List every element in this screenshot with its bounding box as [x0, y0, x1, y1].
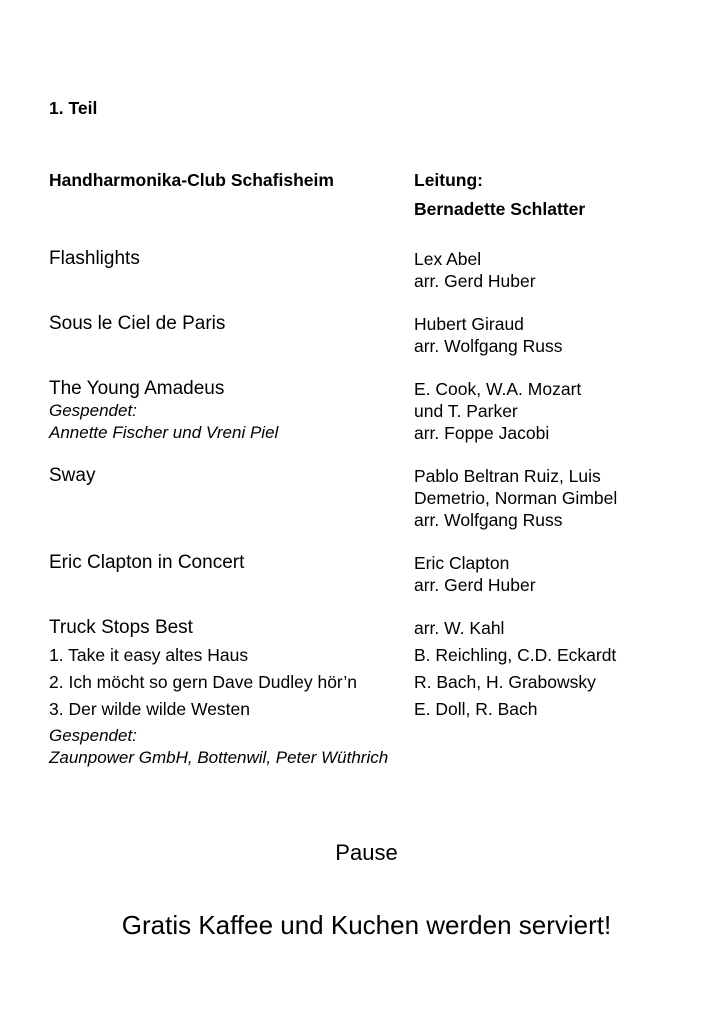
piece-arranger: arr. W. Kahl [414, 618, 505, 638]
medley-item-credit: E. Doll, R. Bach [414, 699, 538, 719]
pause-heading: Pause [335, 840, 398, 865]
piece-credit: Lex Abel [414, 249, 482, 269]
medley-item-title: 2. Ich möcht so gern Dave Dudley hör’n [49, 672, 358, 692]
piece-arranger: arr. Gerd Huber [414, 575, 536, 595]
footer-announcement: Gratis Kaffee und Kuchen werden serviert! [121, 910, 612, 940]
medley-item-title: 1. Take it easy altes Haus [49, 645, 249, 665]
piece-credit: E. Cook, W.A. Mozart [414, 379, 582, 399]
sponsor-name: Annette Fischer und Vreni Piel [49, 423, 279, 442]
piece-arranger: arr. Gerd Huber [414, 271, 536, 291]
piece-title: Sway [49, 465, 96, 486]
piece-credit: Demetrio, Norman Gimbel [414, 488, 618, 508]
piece-title: Sous le Ciel de Paris [49, 313, 226, 334]
piece-credit: Hubert Giraud [414, 314, 524, 334]
sponsor-name: Zaunpower GmbH, Bottenwil, Peter Wüthrich [49, 748, 389, 767]
piece-title: Flashlights [49, 248, 140, 269]
medley-item-credit: B. Reichling, C.D. Eckardt [414, 645, 617, 665]
medley-item-title: 3. Der wilde wilde Westen [49, 699, 251, 719]
piece-arranger: arr. Foppe Jacobi [414, 423, 550, 443]
piece-title: Truck Stops Best [49, 617, 193, 638]
sponsor-label: Gespendet: [49, 401, 137, 420]
section-title: 1. Teil [49, 98, 98, 118]
piece-arranger: arr. Wolfgang Russ [414, 510, 563, 530]
piece-credit: Eric Clapton [414, 553, 510, 573]
piece-title: Eric Clapton in Concert [49, 552, 245, 573]
piece-credit: und T. Parker [414, 401, 518, 421]
leitung-label: Leitung: [414, 170, 484, 190]
piece-credit: Pablo Beltran Ruiz, Luis [414, 466, 601, 486]
medley-item-credit: R. Bach, H. Grabowsky [414, 672, 596, 692]
piece-arranger: arr. Wolfgang Russ [414, 336, 563, 356]
piece-title: The Young Amadeus [49, 378, 225, 399]
leitung-name: Bernadette Schlatter [414, 199, 586, 219]
ensemble-name: Handharmonika-Club Schafisheim [49, 170, 334, 190]
sponsor-label: Gespendet: [49, 726, 137, 745]
